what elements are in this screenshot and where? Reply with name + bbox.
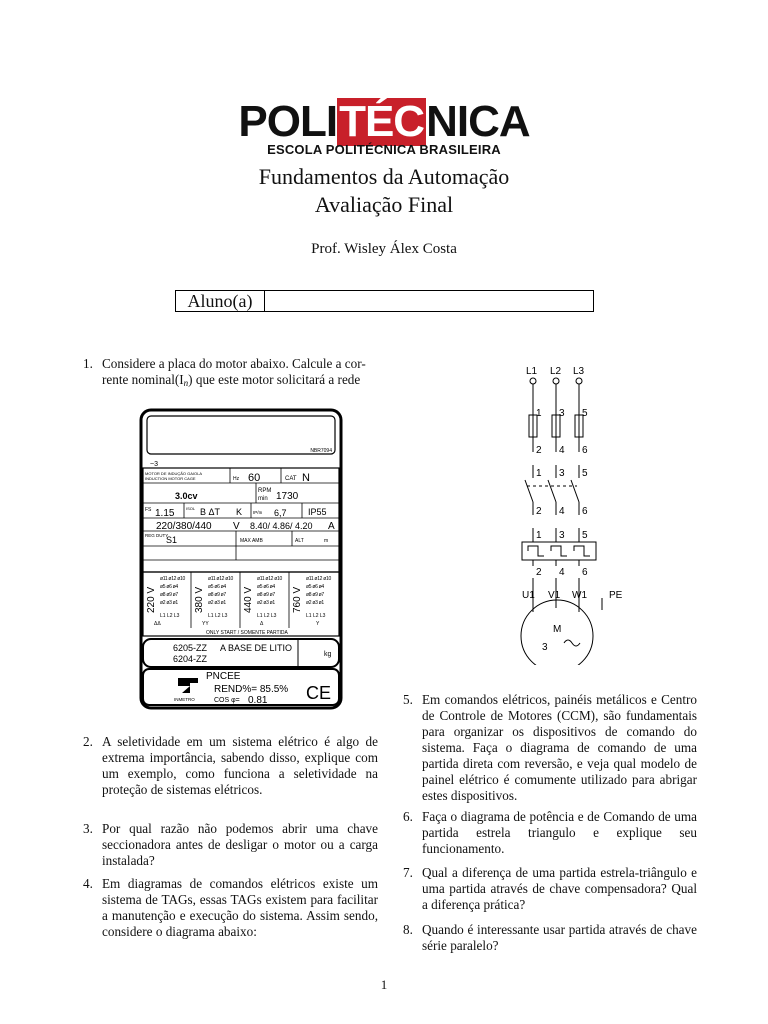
question-text: Quando é interessante usar partida através de chave série paralelo? [422,922,697,953]
question-text: Em diagramas de comandos elétricos existe um sistema de TAGs, essas TAGs existem para facilitar a manutenção e execução do sistema. Assim sendo, considere o diagrama abaixo: [102,876,378,939]
svg-text:ø2 ø3 ø1: ø2 ø3 ø1 [160,600,178,606]
motor-terminal-u1: U1 [522,590,535,601]
svg-text:YY: YY [202,621,209,627]
document-subtitle: Avaliação Final [314,192,454,217]
plate-isol: B ΔT [200,507,221,517]
line-label-l1: L1 [526,366,538,377]
question-number: 7. [403,865,413,880]
question-number: 4. [83,876,93,891]
motor-nameplate [138,408,344,711]
student-name-field[interactable] [268,292,588,310]
professor-name: Prof. Wisley Álex Costa [311,241,457,257]
plate-pncee: PNCEE [206,671,241,682]
svg-text:ø11 ø12 ø10: ø11 ø12 ø10 [208,576,233,582]
plate-k-label: K [236,507,243,517]
question-number: 8. [403,922,413,937]
plate-bearing2: 6204-ZZ [173,654,208,664]
svg-text:ø8 ø9 ø7: ø8 ø9 ø7 [160,592,178,598]
logo-text-part1: POLI [238,97,338,146]
svg-text:ø2 ø3 ø1: ø2 ø3 ø1 [208,600,226,606]
plate-rpm-label: RPM [258,488,272,494]
terminal-label: 2 [536,506,542,517]
plate-power: 3.0cv [175,491,198,501]
svg-text:L1 L2 L3: L1 L2 L3 [208,613,228,619]
plate-ipin: 6,7 [274,508,287,518]
plate-efficiency: REND%= 85.5% [214,684,289,695]
plate-start-note: ONLY START / SOMENTE PARTIDA [206,630,288,636]
question-2 [83,734,378,798]
question-number: 5. [403,692,413,707]
plate-type-en: INDUCTION MOTOR CAGE [145,476,196,481]
terminal-label: 4 [559,506,565,517]
motor-phases: 3 [542,642,548,653]
svg-text:ø5 ø6 ø4: ø5 ø6 ø4 [160,584,178,590]
question-number: 1. [83,356,93,371]
terminal-label: 3 [559,408,565,419]
document-title: Fundamentos da Automação [258,164,510,189]
terminal-label: 2 [536,567,542,578]
question-text: Em comandos elétricos, painéis metálicos e Centro de Controle de Motores (CCM), são fundamentais para organizar os dispositivos de comando do sistema. Faça o diagrama de comando de uma partida direta com reversão, e veja qual modelo de painel elétrico é comumente utilizado para abrigar estes dispositivos. [422,692,697,803]
question-text: Qual a diferença de uma partida estrela-triângulo e uma partida através de chave compensadora? Qual a diferença prática? [422,865,697,912]
svg-text:ø11 ø12 ø10: ø11 ø12 ø10 [306,576,331,582]
svg-text:L1 L2 L3: L1 L2 L3 [257,613,277,619]
question-3 [83,821,378,869]
svg-text:380 V: 380 V [194,586,205,613]
svg-text:ø2 ø3 ø1: ø2 ø3 ø1 [306,600,324,606]
plate-hz-label: Hz [233,476,240,482]
svg-text:ø11 ø12 ø10: ø11 ø12 ø10 [160,576,185,582]
svg-text:440 V: 440 V [243,586,254,613]
svg-text:L1 L2 L3: L1 L2 L3 [306,613,326,619]
power-circuit-diagram [508,360,638,665]
plate-max-amb-label: MAX AMB [240,538,263,544]
plate-bearing1: 6205-ZZ [173,643,208,653]
plate-rpm: 1730 [276,491,299,502]
svg-text:ø5 ø6 ø4: ø5 ø6 ø4 [257,584,275,590]
school-logo [0,98,768,146]
terminal-label: 6 [582,445,588,456]
question-text: Faça o diagrama de potência e de Comando de uma partida estrela triangulo e explique seu funcionamento. [422,809,697,856]
motor-terminal-pe: PE [609,590,623,601]
line-label-l3: L3 [573,366,585,377]
school-subtitle: ESCOLA POLITÉCNICA BRASILEIRA [267,142,501,157]
question-4 [83,876,378,940]
motor-nameplate-drawing [138,408,344,711]
question-8 [403,922,697,954]
svg-text:ø5 ø6 ø4: ø5 ø6 ø4 [208,584,226,590]
plate-cos-label: COS φ= [214,697,240,704]
question-text-line: rente nominal(In) que este motor solicitará a rede [102,372,361,388]
plate-duty-label: REG DUTY [145,533,169,538]
plate-currents: 8.40/ 4.86/ 4.20 [250,521,313,531]
question-1 [83,356,378,391]
svg-text:ø5 ø6 ø4: ø5 ø6 ø4 [306,584,324,590]
line-label-l2: L2 [550,366,562,377]
ce-mark: CE [306,683,332,703]
terminal-label: 1 [536,468,542,479]
student-name-box [175,290,594,312]
plate-cat-label: CAT [285,476,297,482]
question-number: 6. [403,809,413,824]
question-text-line: Considere a placa do motor abaixo. Calcule a cor- [102,356,366,371]
terminal-label: 4 [559,567,565,578]
terminal-label: 1 [536,408,542,419]
question-7 [403,865,697,913]
svg-text:ø11 ø12 ø10: ø11 ø12 ø10 [257,576,282,582]
svg-text:Y: Y [316,621,320,627]
student-label: Aluno(a) [176,291,265,311]
plate-ip: IP55 [308,507,327,517]
plate-hz: 60 [248,472,261,484]
svg-text:ø8 ø9 ø7: ø8 ø9 ø7 [306,592,324,598]
plate-fs-label: FS [145,507,152,513]
svg-text:ø8 ø9 ø7: ø8 ø9 ø7 [257,592,275,598]
plate-rpm-unit: min [258,496,268,502]
plate-grease: A BASE DE LITIO [220,643,293,653]
terminal-label: 5 [582,468,588,479]
terminal-label: 5 [582,408,588,419]
question-text: A seletividade em um sistema elétrico é algo de extrema importância, sabendo disso, explique com um exemplo, como funciona a seletividade na proteção de sistemas elétricos. [102,734,378,797]
terminal-label: 6 [582,506,588,517]
terminal-label: 5 [582,530,588,541]
svg-text:ΔΔ: ΔΔ [154,621,161,627]
terminal-label: 1 [536,530,542,541]
page-number: 1 [380,977,388,992]
plate-standard: NBR7094 [310,448,332,454]
plate-isol-label: ISOL [186,506,196,511]
svg-text:ø2 ø3 ø1: ø2 ø3 ø1 [257,600,275,606]
terminal-label: 4 [559,445,565,456]
plate-cos: 0.81 [248,695,268,706]
plate-voltages: 220/380/440 [156,521,212,532]
plate-ipin-label: IP/In [253,510,263,515]
plate-fs: 1.15 [155,508,175,519]
terminal-label: 3 [559,468,565,479]
plate-kg-label: kg [324,651,332,658]
svg-text:220 V: 220 V [146,586,157,613]
plate-a-label: A [328,521,335,532]
terminal-label: 6 [582,567,588,578]
plate-m-label: m [324,538,329,544]
logo-text-highlight: TÉC [339,97,425,146]
svg-text:L1 L2 L3: L1 L2 L3 [160,613,180,619]
question-5 [403,692,697,804]
svg-text:INMETRO: INMETRO [174,697,195,702]
svg-text:760 V: 760 V [292,586,303,613]
svg-text:Δ: Δ [260,621,264,627]
question-6 [403,809,697,857]
plate-alt-label: ALT [295,538,304,544]
question-text: Por qual razão não podemos abrir uma chave seccionadora antes de desligar o motor ou a carga instalada? [102,821,378,868]
question-number: 3. [83,821,93,836]
question-number: 2. [83,734,93,749]
motor-label: M [553,624,562,635]
plate-phase: ~3 [150,461,158,468]
plate-cat: N [302,472,310,484]
terminal-label: 3 [559,530,565,541]
terminal-label: 2 [536,445,542,456]
plate-duty: S1 [166,535,178,545]
plate-v-label: V [233,521,240,532]
motor-terminal-w1: W1 [572,590,587,601]
plate-type-pt: MOTOR DE INDUÇÃO GAIOLA [145,471,203,476]
svg-text:ø8 ø9 ø7: ø8 ø9 ø7 [208,592,226,598]
motor-terminal-v1: V1 [548,590,561,601]
logo-text-part3: NICA [426,97,530,146]
